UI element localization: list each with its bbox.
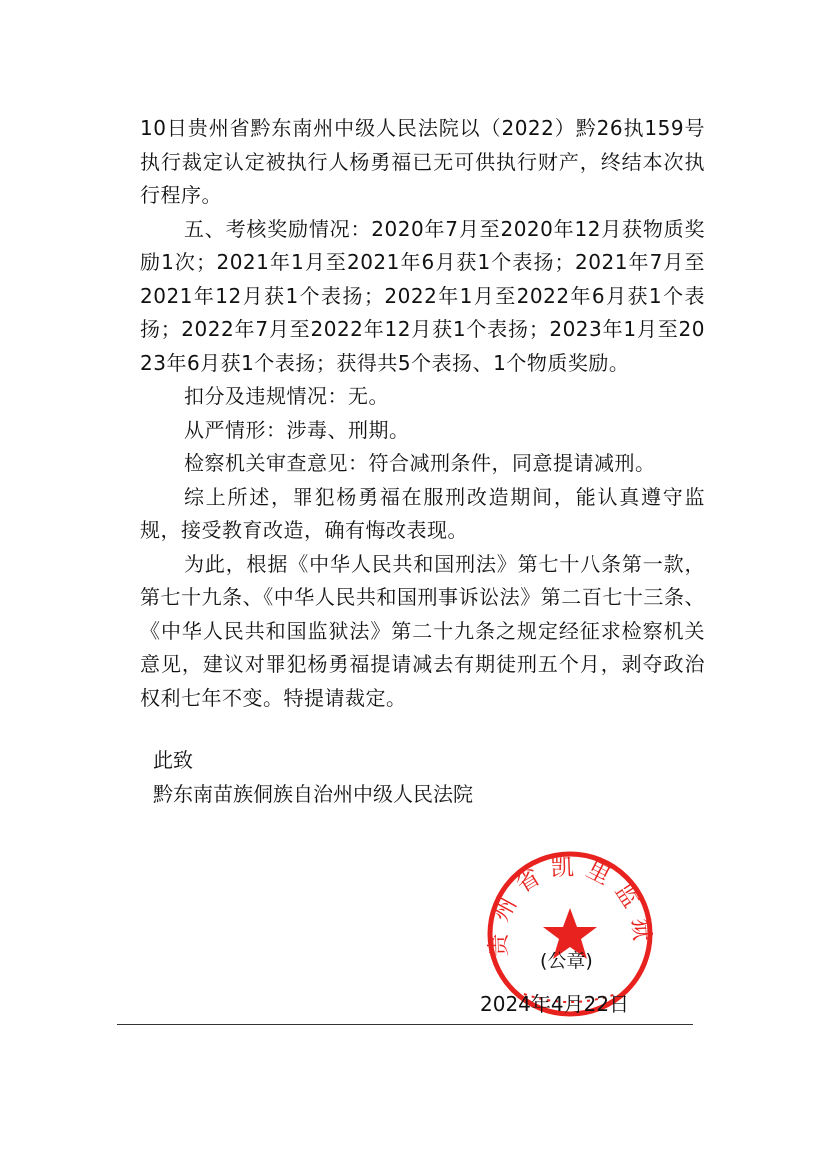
closing-salutation: 此致 [153, 748, 193, 772]
seal-caption: (公章) [540, 950, 593, 972]
paragraph-rewards: 五、考核奖励情况：2020年7月至2020年12月获物质奖励1次；2021年1月至2021年6月获1个表扬；2021年7月至2021年12月获1个表扬；2022年1月至2022年6月获1个表扬；2022年7月至2022年12月获1个表扬；2023年1月至2023年6月获1个表扬；获得共5个表扬、1个物质奖励。 [140, 216, 705, 375]
seal-text: 贵州省凯里监狱 [485, 854, 655, 958]
paragraph-procuratorate-opinion: 检察机关审查意见：符合减刑条件，同意提请减刑。 [184, 451, 656, 475]
footer-divider [117, 1024, 693, 1025]
paragraph-deductions: 扣分及违规情况：无。 [184, 384, 389, 408]
paragraph-execution-ruling: 10日贵州省黔东南州中级人民法院以（2022）黔26执159号执行裁定认定被执行人杨勇福已无可供执行财产，终结本次执行程序。 [140, 116, 705, 207]
document-body [140, 112, 705, 715]
paragraph-summary: 综上所述，罪犯杨勇福在服刑改造期间，能认真遵守监规，接受教育改造，确有悔改表现。 [140, 484, 705, 542]
document-date: 2024年4月22日 [480, 992, 630, 1016]
paragraph-proposal: 为此，根据《中华人民共和国刑法》第七十八条第一款，第七十九条、《中华人民共和国刑事诉讼法》第二百七十三条、《中华人民共和国监狱法》第二十九条之规定经征求检察机关意见，建议对罪犯杨勇福提请减去有期徒刑五个月，剥夺政治权利七年不变。特提请裁定。 [140, 551, 705, 710]
recipient-court: 黔东南苗族侗族自治州中级人民法院 [153, 782, 473, 806]
paragraph-strict-circumstances: 从严情形：涉毒、刑期。 [184, 417, 410, 442]
